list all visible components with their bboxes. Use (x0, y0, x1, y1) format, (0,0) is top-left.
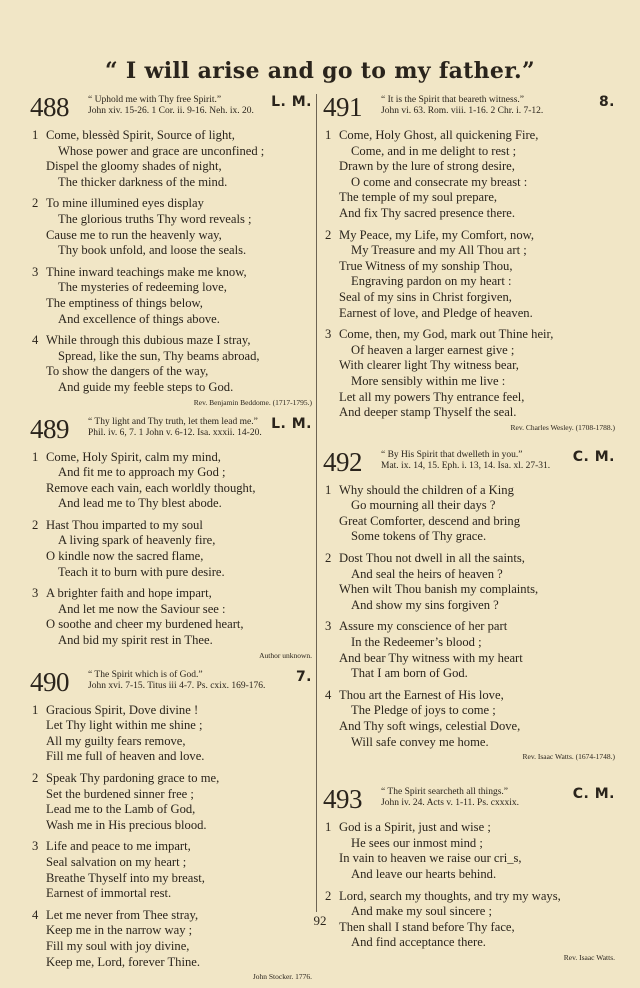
line-text: Speak Thy pardoning grace to me, (46, 771, 220, 785)
hymn-meter: L. M. (271, 94, 312, 110)
stanza-line (30, 364, 312, 380)
stanza-line (323, 274, 615, 290)
stanza-line (30, 228, 312, 244)
line-text: When wilt Thou banish my complaints, (339, 582, 539, 597)
stanza-line (323, 514, 615, 530)
hymn-quote: “ Uphold me with Thy free Spirit.” (88, 95, 222, 105)
line-text: Breathe Thyself into my breast, (46, 870, 205, 885)
stanza-number: 3 (325, 619, 332, 634)
stanza-line (323, 190, 615, 206)
stanza-line (30, 565, 312, 581)
line-text: Come, Holy Spirit, calm my mind, (46, 449, 221, 464)
stanza-line (30, 159, 312, 175)
stanza-line (323, 243, 615, 259)
stanza-line (30, 749, 312, 765)
stanza-line (30, 734, 312, 750)
stanza-line (30, 212, 312, 228)
hymn-490 (30, 667, 312, 983)
stanza-line (323, 688, 615, 704)
stanza-line (30, 718, 312, 734)
stanza-line (30, 703, 312, 719)
stanza (30, 771, 312, 833)
line-text: Cause me to run the heavenly way, (46, 227, 222, 242)
stanza-line (30, 802, 312, 818)
stanza-line (30, 128, 312, 144)
line-text: A living spark of heavenly fire, (58, 533, 216, 548)
line-text: All my guilty fears remove, (46, 733, 186, 748)
stanza-line (30, 771, 312, 787)
line-text: The mysteries of redeeming love, (58, 280, 227, 295)
stanza-line (323, 483, 615, 499)
line-text: Teach it to burn with pure desire. (58, 564, 225, 579)
stanza-number: 4 (325, 687, 332, 702)
stanza (323, 327, 615, 421)
stanza-line (323, 836, 615, 852)
line-text: Seal of my sins in Christ forgiven, (339, 289, 512, 304)
stanza (30, 586, 312, 648)
line-text: Dost Thou not dwell in all the saints, (339, 551, 525, 566)
stanza-line (323, 358, 615, 374)
hymn-number: 490 (30, 666, 69, 697)
stanza-line (30, 349, 312, 365)
stanza-line (323, 719, 615, 735)
line-text: More sensibly within me live : (351, 373, 506, 388)
stanza-line (323, 889, 615, 905)
hymn-quote: “ Thy light and Thy truth, let them lead me.” (88, 416, 258, 427)
hymn-number: 489 (30, 413, 69, 444)
stanza-number: 4 (32, 907, 39, 922)
line-text: Thine inward teachings make me know, (46, 264, 247, 279)
stanza (323, 551, 615, 613)
line-text: O come and consecrate my breast : (351, 174, 528, 189)
stanza-line (323, 820, 615, 836)
stanza (323, 128, 615, 222)
hymn-author: Author unknown. (259, 650, 312, 660)
line-text: True Witness of my sonship Thou, (339, 258, 513, 273)
line-text: The glorious truths Thy word reveals ; (58, 211, 252, 226)
line-text: Lead me to the Lamb of God, (46, 802, 196, 817)
stanza-line (323, 551, 615, 567)
hymn-meter: 8. (598, 94, 615, 110)
line-text: My Peace, my Life, my Comfort, now, (339, 227, 535, 242)
hymn-author: Rev. Benjamin Beddome. (1717-1795.) (193, 397, 312, 407)
stanza-line (323, 666, 615, 682)
line-text: Spread, like the sun, Thy beams abroad, (58, 348, 260, 363)
line-text: Assure my conscience of her part (339, 619, 508, 634)
stanza-line (30, 886, 312, 902)
stanza-line (30, 839, 312, 855)
stanza-line (323, 290, 615, 306)
stanza-line (30, 818, 312, 834)
line-text: Drawn by the lure of strong desire, (339, 159, 515, 174)
line-text: Fill me full of heaven and love. (46, 749, 205, 764)
stanza-line (323, 128, 615, 144)
stanza-line (30, 144, 312, 160)
stanza (30, 333, 312, 395)
stanza-line (30, 465, 312, 481)
line-text: Then shall I stand before Thy face, (339, 919, 515, 934)
hymn-meter: C. M. (572, 786, 615, 803)
line-text: Go mourning all their days ? (351, 498, 496, 513)
scripture-references: John iv. 24. Acts v. 1-11. Ps. cxxxix. (381, 798, 520, 809)
hymn-number: 488 (30, 92, 69, 122)
line-text: Will safe convey me home. (351, 734, 489, 749)
scripture-references: John vi. 63. Rom. viii. 1-16. 2 Chr. i. 7-12. (381, 106, 544, 116)
line-text: Keep me in the narrow way ; (46, 923, 193, 938)
column-divider (316, 94, 317, 912)
line-text: Thou art the Earnest of His love, (339, 687, 504, 702)
stanza-line (323, 582, 615, 598)
stanza-line (30, 312, 312, 328)
stanza (30, 450, 312, 512)
stanza-line (30, 633, 312, 649)
stanza-number: 2 (32, 517, 39, 532)
line-text: Come, blessèd Spirit, Source of light, (46, 128, 235, 142)
stanza-line (323, 327, 615, 343)
stanza-number: 1 (325, 128, 332, 142)
line-text: Let me never from Thee stray, (46, 907, 199, 922)
hymn-number: 493 (323, 784, 362, 815)
stanza-line (323, 703, 615, 719)
stanza-line (30, 333, 312, 349)
stanza (30, 196, 312, 258)
line-text: Life and peace to me impart, (46, 839, 191, 854)
hymn-quote: “ The Spirit searcheth all things.” (381, 787, 508, 798)
stanza-line (323, 206, 615, 222)
line-text: That I am born of God. (351, 666, 468, 681)
stanza (323, 688, 615, 750)
line-text: And show my sins forgiven ? (351, 597, 499, 612)
stanza-line (30, 955, 312, 971)
line-text: Whose power and grace are unconfined ; (58, 143, 265, 158)
line-text: Lord, search my thoughts, and try my ways, (339, 888, 561, 903)
hymn-quote: “ By His Spirit that dwelleth in you.” (381, 449, 523, 460)
stanza (30, 265, 312, 327)
stanza-line (323, 390, 615, 406)
hymn-492 (323, 447, 615, 763)
line-text: Engraving pardon on my heart : (351, 274, 512, 289)
line-text: Dispel the gloomy shades of night, (46, 159, 222, 174)
line-text: To mine illumined eyes display (46, 196, 204, 211)
line-text: In the Redeemer’s blood ; (351, 635, 482, 650)
stanza-line (323, 567, 615, 583)
stanza-number: 2 (325, 551, 332, 566)
hymn-quote: “ The Spirit which is of God.” (88, 669, 203, 680)
hymn-meter: L. M. (271, 415, 312, 432)
line-text: Thy book unfold, and loose the seals. (58, 243, 247, 258)
line-text: Set the burdened sinner free ; (46, 786, 194, 801)
line-text: And Thy soft wings, celestial Dove, (339, 719, 521, 733)
line-text: And fix Thy sacred presence there. (339, 205, 516, 220)
hymn-author: John Stocker. 1776. (252, 972, 312, 982)
stanza-number: 3 (32, 586, 39, 601)
hymn-header (30, 667, 312, 697)
line-text: And let me now the Saviour see : (58, 601, 226, 616)
line-text: In vain to heaven we raise our cri_s, (339, 851, 522, 866)
stanza-number: 1 (32, 702, 39, 717)
line-text: God is a Spirit, just and wise ; (339, 820, 491, 835)
stanza (30, 128, 312, 190)
line-text: Wash me in His precious blood. (46, 817, 207, 832)
stanza-line (323, 144, 615, 160)
stanza-line (323, 529, 615, 545)
stanza-line (323, 405, 615, 421)
scripture-references: John xiv. 15-26. 1 Cor. ii. 9-16. Neh. ix. 20. (88, 106, 254, 116)
line-text: And deeper stamp Thyself the seal. (339, 405, 517, 420)
line-text: Earnest of love, and Pledge of heaven. (339, 305, 533, 320)
stanza-line (323, 598, 615, 614)
stanza-line (323, 735, 615, 751)
stanza (323, 483, 615, 545)
stanza-line (30, 871, 312, 887)
line-text: While through this dubious maze I stray, (46, 333, 251, 348)
hymn-author: Rev. Isaac Watts. (563, 952, 615, 962)
right-column (323, 92, 615, 969)
stanza-line (323, 935, 615, 951)
hymn-meter: C. M. (572, 448, 615, 465)
line-text: Come, then, my God, mark out Thine heir, (339, 327, 554, 342)
stanza-number: 1 (32, 449, 39, 464)
line-text: And make my soul sincere ; (351, 904, 492, 919)
stanza-line (30, 196, 312, 212)
stanza-number: 3 (32, 264, 39, 279)
stanza-line (323, 306, 615, 322)
stanza-line (323, 374, 615, 390)
stanza-number: 2 (32, 196, 39, 211)
stanza (323, 228, 615, 322)
stanza-line (30, 280, 312, 296)
stanza-line (30, 481, 312, 497)
scripture-references: John xvi. 7-15. Titus iii 4-7. Ps. cxix. 169-176. (88, 680, 266, 691)
line-text: Remove each vain, each worldly thought, (46, 480, 256, 495)
line-text: Fill my soul with joy divine, (46, 938, 190, 953)
line-text: The temple of my soul prepare, (339, 190, 498, 205)
line-text: The Pledge of joys to come ; (351, 703, 496, 718)
stanza-line (323, 343, 615, 359)
line-text: And fit me to approach my God ; (58, 465, 226, 480)
line-text: Some tokens of Thy grace. (351, 529, 487, 544)
stanza-number: 3 (325, 327, 332, 342)
stanza-line (30, 380, 312, 396)
hymn-489 (30, 414, 312, 661)
line-text: O kindle now the sacred flame, (46, 549, 204, 564)
hymn-header (323, 92, 615, 122)
stanza-line (30, 243, 312, 259)
stanza-line (30, 939, 312, 955)
line-text: To show the dangers of the way, (46, 364, 209, 379)
stanza-line (323, 867, 615, 883)
hymn-author: Rev. Isaac Watts. (1674-1748.) (522, 752, 615, 762)
line-text: And excellence of things above. (58, 311, 220, 326)
stanza (30, 703, 312, 765)
hymn-header (30, 414, 312, 444)
stanza (30, 839, 312, 901)
hymn-number: 491 (323, 92, 362, 122)
hymn-author: Rev. Charles Wesley. (1708-1788.) (510, 422, 615, 432)
stanza-line (30, 617, 312, 633)
stanza-line (30, 549, 312, 565)
hymn-header (30, 92, 312, 122)
stanza-line (30, 175, 312, 191)
line-text: Earnest of immortal rest. (46, 886, 172, 901)
page-number: 92 (313, 913, 327, 928)
line-text: Come, Holy Ghost, all quickening Fire, (339, 128, 539, 142)
stanza-line (30, 265, 312, 281)
line-text: And bear Thy witness with my heart (339, 650, 523, 665)
stanza-number: 2 (325, 227, 332, 242)
line-text: And lead me to Thy blest abode. (58, 496, 222, 511)
stanza (323, 820, 615, 882)
hymn-491 (323, 92, 615, 433)
stanza-number: 3 (32, 839, 39, 854)
stanza-line (30, 602, 312, 618)
left-column (30, 92, 312, 988)
hymn-header (323, 447, 615, 477)
line-text: Keep me, Lord, forever Thine. (46, 954, 200, 969)
stanza-line (323, 851, 615, 867)
stanza-number: 4 (32, 333, 39, 348)
line-text: O soothe and cheer my burdened heart, (46, 617, 244, 632)
stanza-line (30, 296, 312, 312)
hymn-quote: “ It is the Spirit that beareth witness.” (381, 95, 524, 105)
line-text: The thicker darkness of the mind. (58, 174, 228, 189)
stanza-number: 2 (325, 888, 332, 903)
stanza-line (30, 586, 312, 602)
line-text: Let all my powers Thy entrance feel, (339, 389, 525, 404)
stanza-number: 1 (32, 128, 39, 142)
line-text: With clearer light Thy witness bear, (339, 358, 519, 373)
stanza-line (30, 518, 312, 534)
stanza-line (30, 533, 312, 549)
hymn-number: 492 (323, 446, 362, 477)
stanza-line (323, 498, 615, 514)
stanza-number: 1 (325, 820, 332, 835)
line-text: A brighter faith and hope impart, (46, 586, 212, 601)
line-text: And bid my spirit rest in Thee. (58, 633, 213, 648)
line-text: Seal salvation on my heart ; (46, 854, 187, 869)
line-text: And find acceptance there. (351, 935, 486, 950)
line-text: And guide my feeble steps to God. (58, 379, 234, 394)
line-text: My Treasure and my All Thou art ; (351, 243, 527, 258)
stanza-line (323, 259, 615, 275)
stanza-line (30, 450, 312, 466)
stanza-line (30, 787, 312, 803)
line-text: The emptiness of things below, (46, 295, 203, 310)
stanza-line (323, 651, 615, 667)
stanza-line (323, 228, 615, 244)
line-text: And leave our hearts behind. (351, 866, 497, 881)
stanza-line (323, 635, 615, 651)
scripture-references: Mat. ix. 14, 15. Eph. i. 13, 14. Isa. xl. 27-31. (381, 460, 551, 471)
line-text: He sees our inmost mind ; (351, 835, 483, 850)
stanza-line (30, 855, 312, 871)
stanza-number: 1 (325, 482, 332, 497)
stanza-line (30, 496, 312, 512)
page-title: “ I will arise and go to my father.” (105, 58, 535, 84)
hymn-488 (30, 92, 312, 408)
stanza-line (323, 619, 615, 635)
stanza-number: 2 (32, 771, 39, 785)
line-text: And seal the heirs of heaven ? (351, 566, 503, 581)
line-text: Hast Thou imparted to my soul (46, 517, 203, 532)
stanza-line (323, 175, 615, 191)
stanza (323, 619, 615, 681)
scripture-references: Phil. iv. 6, 7. 1 John v. 6-12. Isa. xxxii. 14-20. (88, 427, 262, 438)
stanza-line (323, 159, 615, 175)
hymn-meter: 7. (295, 668, 312, 685)
line-text: Great Comforter, descend and bring (339, 513, 520, 528)
hymn-header (323, 784, 615, 814)
hymn-493 (323, 784, 615, 963)
line-text: Of heaven a larger earnest give ; (351, 342, 515, 357)
line-text: Gracious Spirit, Dove divine ! (46, 702, 199, 717)
line-text: Why should the children of a King (339, 482, 514, 497)
line-text: Let Thy light within me shine ; (46, 718, 203, 733)
stanza (30, 518, 312, 580)
line-text: Come, and in me delight to rest ; (351, 143, 517, 158)
